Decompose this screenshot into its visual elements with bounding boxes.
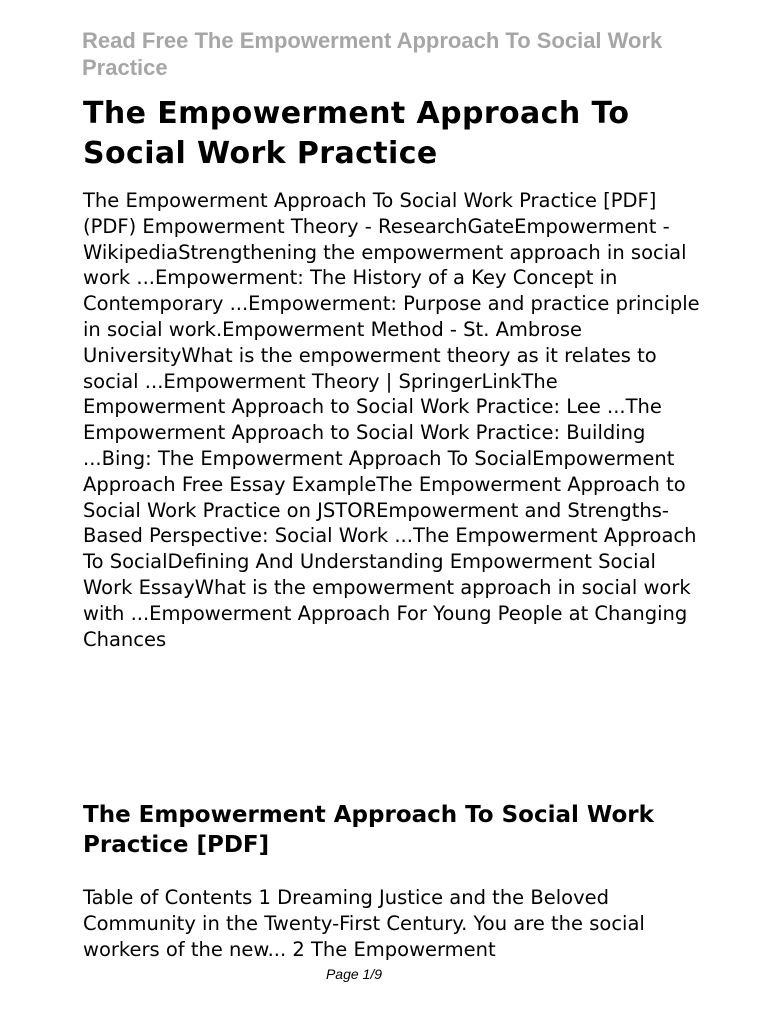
section-paragraph: Table of Contents 1 Dreaming Justice and the Beloved Community in the Twenty-First Century. You are the social workers of the new... 2 The Empowerment — [83, 886, 645, 961]
page-title: The Empowerment Approach To Social Work Practice — [83, 96, 630, 171]
intro-paragraph: The Empowerment Approach To Social Work Practice [PDF](PDF) Empowerment Theory - ResearchGateEmpowerment - WikipediaStrengthening the empowerment approach in social work ...Empowerment: The History of a Key Concept in Contemporary ...Empowerment: Purpose and practice principle in social work.Empowerment Method - St. Ambrose UniversityWhat is the empowerment theory as it relates to social ...Empowerment Theory | SpringerLinkThe Empowerment Approach to Social Work Practice: Lee ...The Empowerment Approach to Social Work Practice: Building ...Bing: The Empowerment Approach To SocialEmpowerment Approach Free Essay ExampleThe Empowerment Approach to Social Work Practice on JSTOREmpowerment and Strengths-Based Perspective: Social Work ...The Empowerment Approach To SocialDefining And Understanding Empowerment Social Work EssayWhat is the empowerment approach in social work with ...Empowerment Approach For Young People at Changing Chances — [83, 189, 700, 651]
running-header-title: Read Free The Empowerment Approach To Social Work Practice — [82, 28, 663, 80]
section-heading: The Empowerment Approach To Social Work Practice [PDF] — [83, 802, 654, 858]
page-number: Page 1/9 — [325, 966, 383, 982]
